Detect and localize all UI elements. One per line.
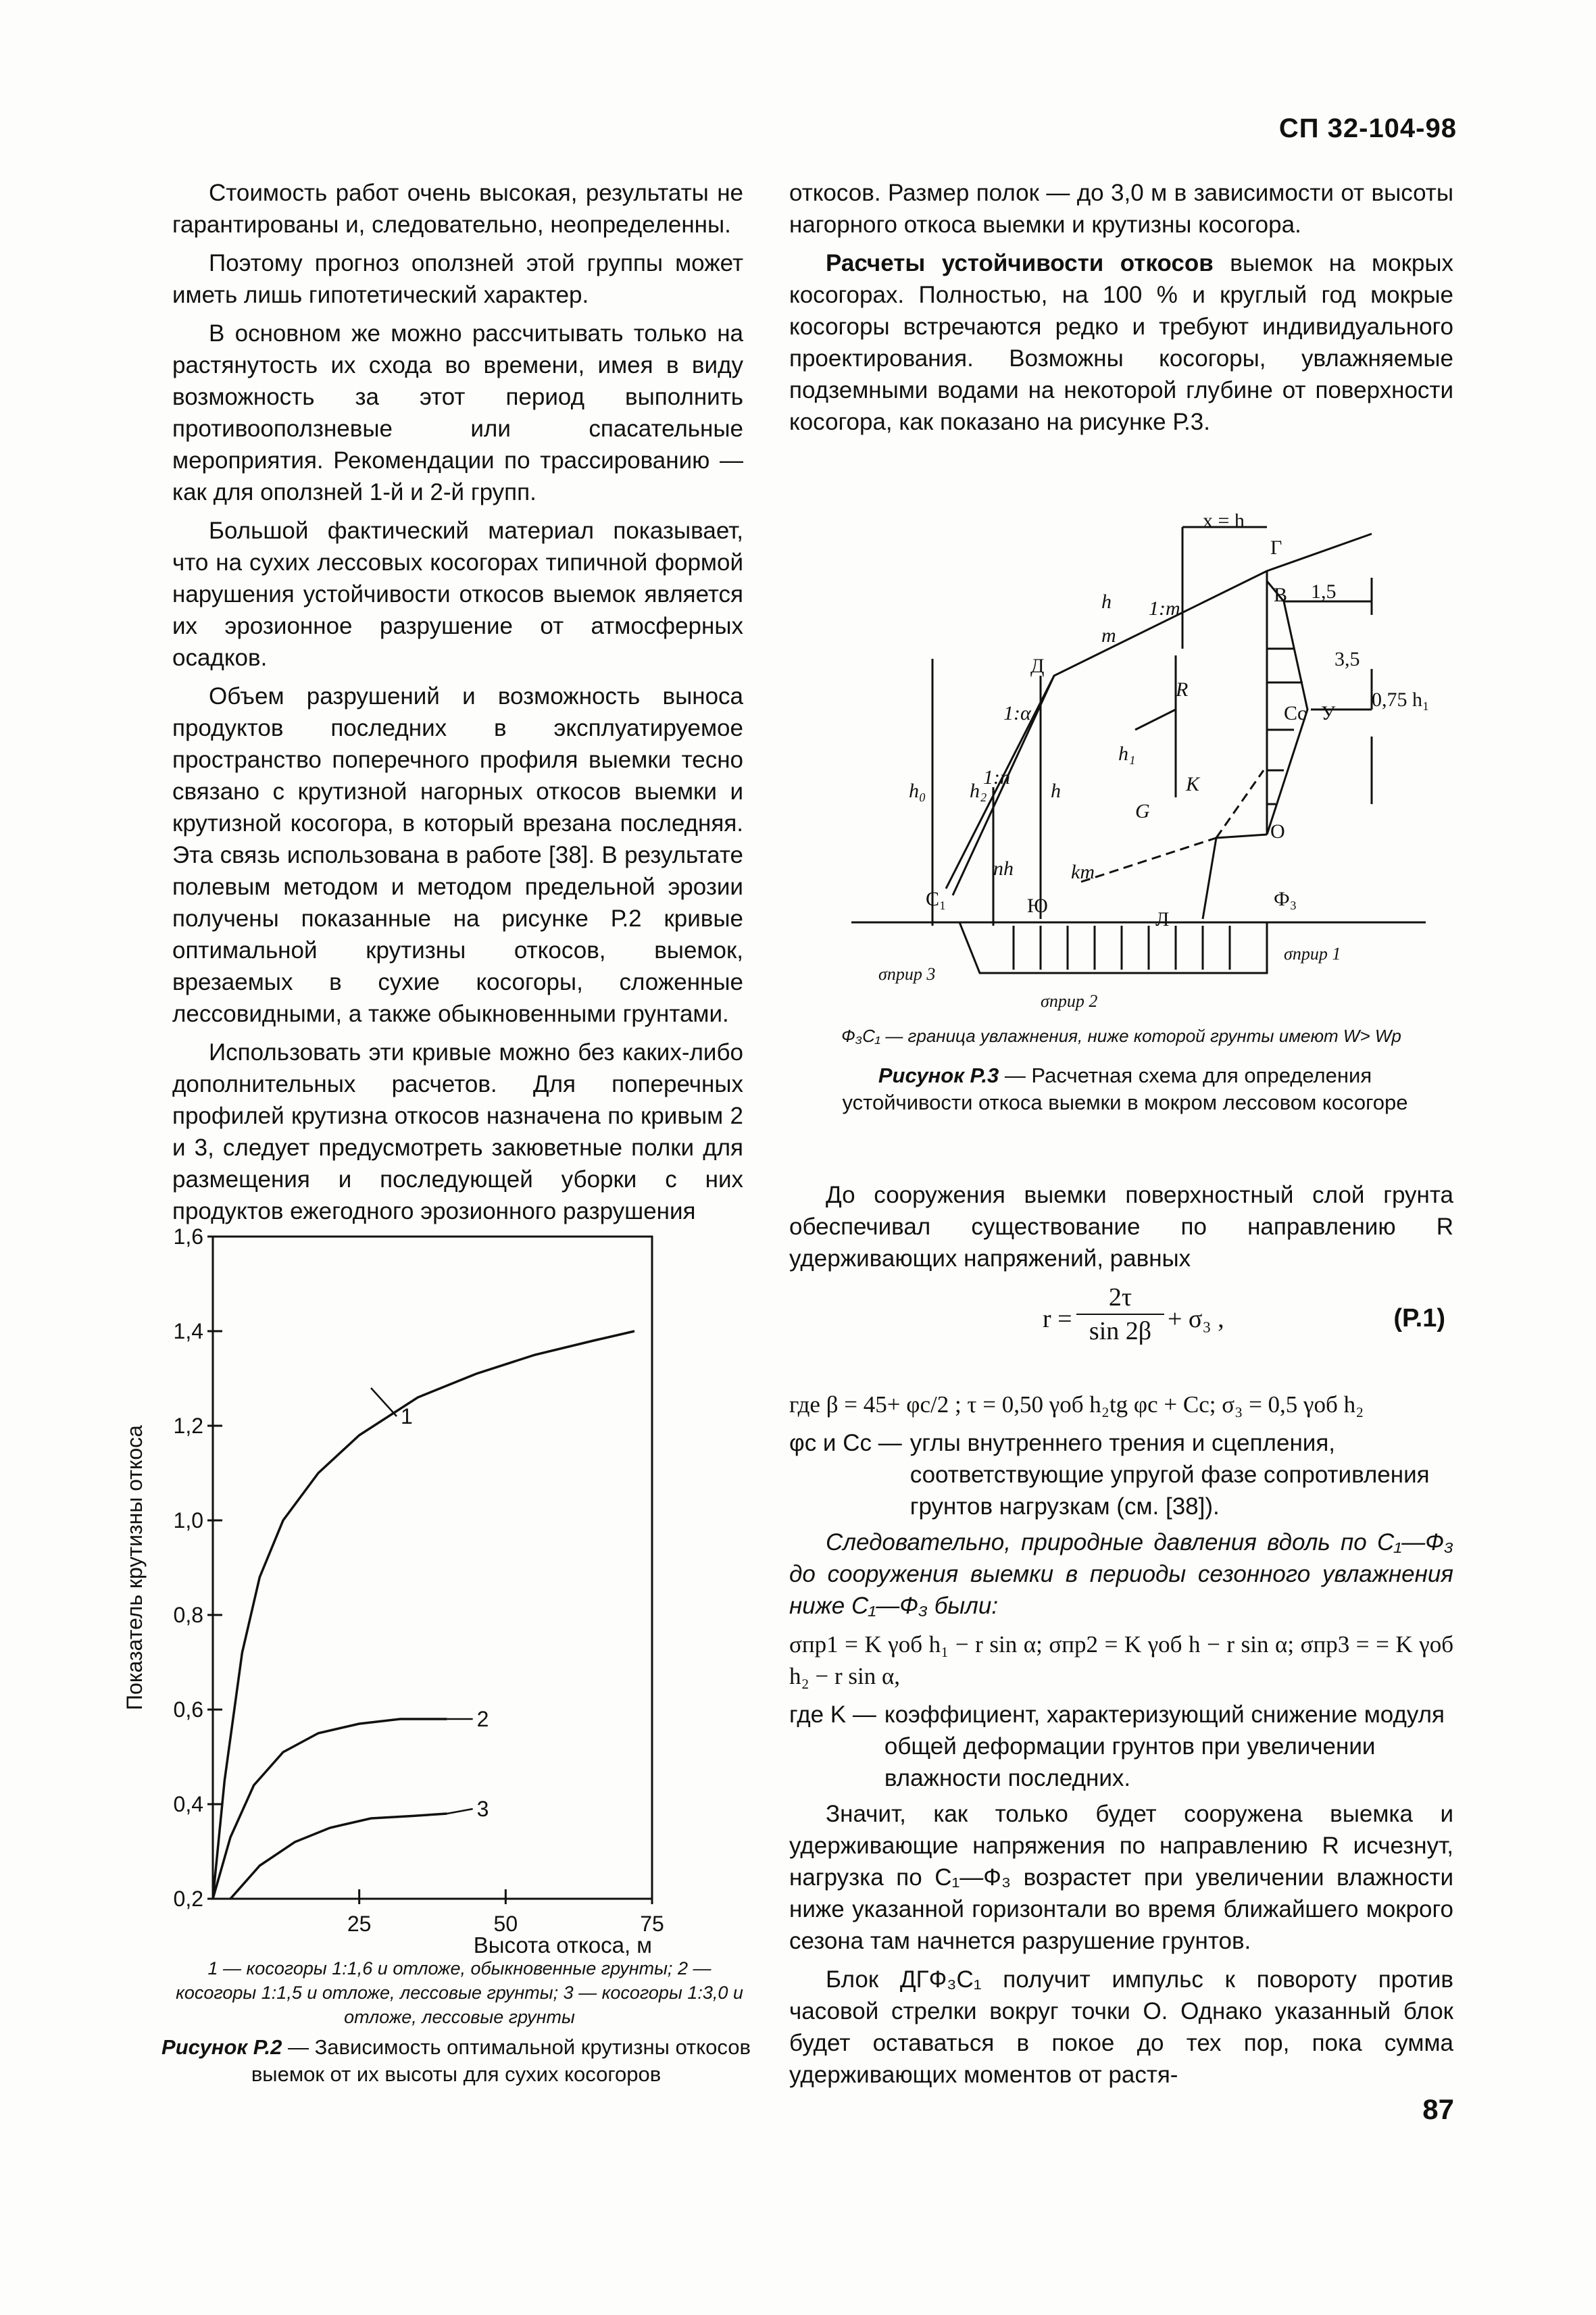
- paragraph: Блок ДГФ₃С₁ получит импульс к повороту против часовой стрелки вокруг точки О. Однако указанный блок будет оставаться в покое до тех пор, пока сумма удерживающих моментов от растя-: [789, 1966, 1453, 2088]
- paragraph: Использовать эти кривые можно без каких-либо дополнительных расчетов. Для поперечных профилей крутизна откосов назначена по кривым 2 и 3, следует предусмотреть закюветные полки для размещения и последующей уборки с них продуктов ежегодного эрозионного разрушения: [172, 1039, 743, 1224]
- series-leader: [371, 1388, 397, 1416]
- label-dim-075: 0,75 h₁: [1372, 689, 1430, 711]
- series-label: 2: [476, 1707, 489, 1731]
- label-v: В: [1274, 584, 1288, 606]
- series-line-2: [213, 1719, 447, 1899]
- x-axis-label: Высота откоса, м: [473, 1933, 652, 1958]
- label-sigma1: σприр 1: [1284, 944, 1341, 964]
- formula-number: (Р.1): [1393, 1304, 1445, 1333]
- label-sigma3: σприр 3: [878, 964, 936, 984]
- label-u: У: [1321, 702, 1336, 724]
- label-slope-1m: 1:m: [1149, 597, 1180, 620]
- right-column-middle: [789, 1179, 1453, 1281]
- definition-desc: коэффициент, характеризующий снижение модуля общей деформации грунтов при увеличении влажности последних.: [884, 1701, 1445, 1791]
- y-tick-label: 1,6: [173, 1224, 203, 1249]
- y-tick-label: 1,0: [173, 1508, 203, 1533]
- label-yu: Ю: [1027, 895, 1048, 917]
- y-tick-label: 0,2: [173, 1887, 203, 1911]
- formula-fraction: [1076, 1283, 1164, 1346]
- label-l: Л: [1155, 908, 1170, 930]
- definition-desc: углы внутреннего трения и сцепления, соответствующие упругой фазе сопротивления грунтов нагрузкам (см. [38]).: [909, 1430, 1430, 1520]
- paragraph: Значит, как только будет сооружена выемка и удерживающие напряжения по направлению R исчезнут, нагрузка по С₁—Ф₃ возрастет при увеличении влажности ниже указанной горизонтали во время ближайшего мокрого сезона там начнется разрушение грунтов.: [789, 1801, 1453, 1954]
- right-column-bottom: [789, 1389, 1453, 2097]
- label-k: K: [1186, 773, 1200, 795]
- label-h2: h₂: [970, 780, 987, 802]
- label-slope-1n: 1:n: [983, 766, 1010, 789]
- paragraph: До сооружения выемки поверхностный слой грунта обеспечивал существование по направлению R удерживающих напряжений, равных: [789, 1182, 1453, 1272]
- figure-p3-scheme: [797, 514, 1466, 1027]
- series-leader: [447, 1809, 473, 1814]
- y-tick-label: 1,4: [173, 1319, 203, 1343]
- definition-term: где K —: [789, 1701, 876, 1728]
- figure-p3-legend: Ф₃С₁ — граница увлажнения, ниже которой грунты имеют W> Wp: [841, 1026, 1401, 1046]
- label-sigma2: σприр 2: [1041, 991, 1098, 1011]
- x-tick-label: 25: [347, 1912, 372, 1936]
- formula-p1: [789, 1283, 1453, 1357]
- paragraph: Стоимость работ очень высокая, результаты не гарантированы и, следовательно, неопределенны.: [172, 180, 743, 238]
- figure-p3-caption: [821, 1062, 1429, 1116]
- definition-term: φc и Cc —: [789, 1430, 902, 1456]
- label-km: km: [1071, 861, 1095, 883]
- paragraph: откосов. Размер полок — до 3,0 м в зависимости от высоты нагорного откоса выемки и крутизны косогора.: [789, 180, 1453, 238]
- label-h1: h₁: [1118, 743, 1136, 765]
- label-r: R: [1176, 678, 1189, 701]
- series-label: 3: [476, 1797, 489, 1821]
- plot-area: [174, 1224, 664, 1936]
- paragraph-text: выемок на мокрых косогорах. Полностью, на 100 % и круглый год мокрые косогоры встречаются редко и требуют индивидуального проектирования. Возможны косогоры, увлажняемые подземными водами на некоторой глубине от поверхности косогора, как показано на рисунке Р.3.: [789, 250, 1453, 435]
- label-dim-35: 3,5: [1335, 648, 1360, 670]
- page-number: 87: [1422, 2093, 1454, 2125]
- stress-formulas: σпр1 = K γоб h₁ − r sin α; σпр2 = K γоб h − r sin α; σпр3 = = K γоб h₂ − r sin α,: [789, 1631, 1453, 1689]
- label-d: Д: [1030, 655, 1045, 677]
- formula-numerator: 2τ: [1076, 1283, 1164, 1315]
- label-dim-15: 1,5: [1311, 580, 1337, 603]
- formula-denominator: sin 2β: [1089, 1317, 1152, 1345]
- left-column: [172, 177, 743, 1234]
- series-line-1: [213, 1331, 634, 1899]
- paragraph: [789, 247, 1453, 438]
- y-tick-label: 0,6: [173, 1697, 203, 1722]
- label-h0: h₀: [909, 780, 926, 802]
- y-tick-label: 1,2: [173, 1414, 203, 1438]
- figure-p2-chart: [101, 1216, 743, 2014]
- label-h-over-m-top: h: [1101, 591, 1112, 613]
- label-h-mid: h: [1051, 780, 1061, 802]
- plot-frame: [213, 1237, 652, 1899]
- label-nh: nh: [993, 857, 1014, 880]
- figure-p3-caption-label: Рисунок Р.3: [878, 1064, 999, 1087]
- figure-p2-caption: [152, 2034, 760, 2088]
- figure-p2-caption-text: — Зависимость оптимальной крутизны откосов выемок от их высоты для сухих косогоров: [251, 2035, 751, 2086]
- label-x-eq-h: x = h: [1203, 514, 1245, 532]
- x-tick-label: 75: [640, 1912, 664, 1936]
- paragraph: Большой фактический материал показывает, что на сухих лессовых косогорах типичной формой нарушения устойчивости откосов выемок является их эрозионное разрушение от атмосферных осадков.: [172, 518, 743, 671]
- label-g-top: Г: [1270, 537, 1282, 559]
- figure-p2-legend: 1 — косогоры 1:1,6 и отложе, обыкновенные грунты; 2 — косогоры 1:1,5 и отложе, лессовые грунты; 3 — косогоры 1:3,0 и отложе, лессовые грунты: [176, 1958, 743, 2027]
- paragraph: В основном же можно рассчитывать только на растянутость их схода во времени, имея в виду возможность за этот период выполнить противооползневые или спасательные мероприятия. Рекомендации по трассированию — как для оползней 1-й и 2-й групп.: [172, 320, 743, 505]
- figure-p3-caption-text: — Расчетная схема для определения устойчивости откоса выемки в мокром лессовом косогоре: [842, 1064, 1408, 1114]
- formula-rhs: + σ₃ ,: [1168, 1305, 1224, 1333]
- definition-row: [789, 1699, 1453, 1794]
- y-axis-label: Показатель крутизны откоса: [122, 1425, 147, 1710]
- document-code: СП 32-104-98: [1278, 114, 1457, 143]
- paragraph: Объем разрушений и возможность выноса продуктов последних в эксплуатируемое пространство поперечного профиля выемки тесно связано с крутизной нагорных откосов выемки и крутизной косогора, в который врезана последняя. Эта связь использована в работе [38]. В результате полевым методом и методом предельной эрозии получены показанные на рисунке Р.2 кривые оптимальной крутизны откосов, выемок, врезаемых в сухие косогоры, сложенные лессовидными, а также обыкновенными грунтами.: [172, 683, 743, 1027]
- y-tick-label: 0,8: [173, 1603, 203, 1627]
- where-line: где β = 45+ φc/2 ; τ = 0,50 γоб h₂tg φc + Cc; σ₃ = 0,5 γоб h₂: [789, 1391, 1364, 1418]
- x-tick-label: 50: [493, 1912, 518, 1936]
- formula-lhs: r =: [1043, 1305, 1072, 1333]
- y-tick-label: 0,4: [173, 1792, 203, 1816]
- figure-p2-caption-label: Рисунок Р.2: [161, 2035, 282, 2059]
- label-f3: Ф₃: [1274, 888, 1297, 910]
- label-alpha: 1:α: [1003, 702, 1031, 724]
- paragraph: Следовательно, природные давления вдоль по С₁—Ф₃ до сооружения выемки в периоды сезонного увлажнения ниже С₁—Ф₃ были:: [789, 1529, 1453, 1619]
- section-heading: Расчеты устойчивости откосов: [826, 250, 1214, 276]
- paragraph: Поэтому прогноз оползней этой группы может иметь лишь гипотетический характер.: [172, 250, 743, 308]
- series-line-3: [230, 1814, 447, 1899]
- series-label: 1: [401, 1404, 413, 1428]
- definition-row: [789, 1427, 1453, 1522]
- label-cc: Cc: [1284, 702, 1307, 724]
- label-c1: С₁: [926, 888, 947, 910]
- right-column-top: [789, 177, 1453, 445]
- label-g-force: G: [1135, 800, 1150, 822]
- label-o: О: [1270, 820, 1285, 843]
- label-h-over-m-bot: m: [1101, 624, 1116, 647]
